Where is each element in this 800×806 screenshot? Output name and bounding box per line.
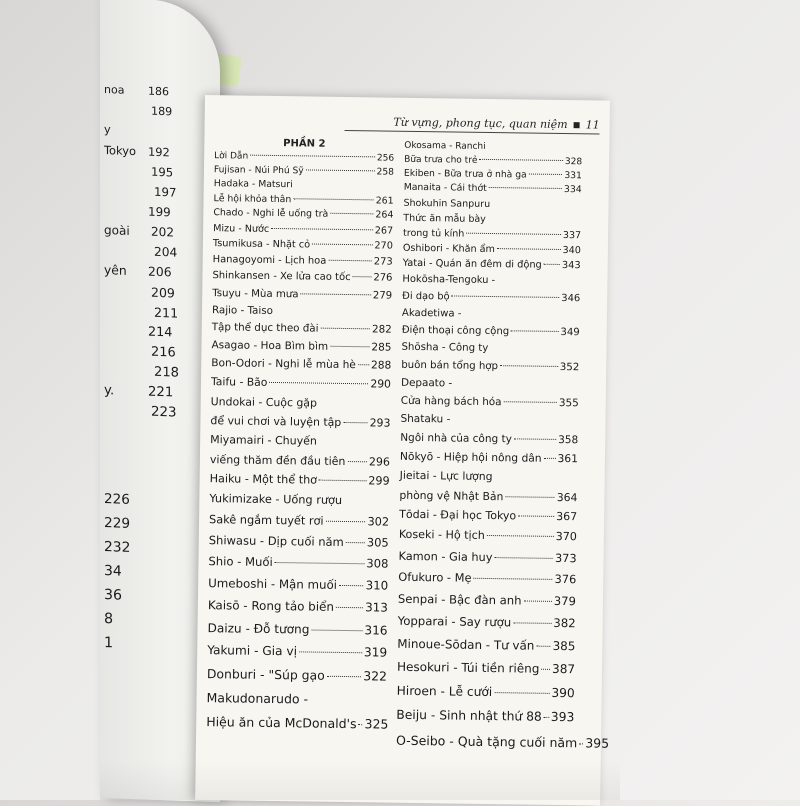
left-page-number: 232 (104, 539, 131, 556)
toc-entry (206, 686, 387, 737)
toc-page-number: 373 (554, 551, 577, 565)
toc-entry-line (400, 410, 578, 431)
left-page-number: 34 (104, 563, 122, 580)
toc-entry-line (400, 428, 578, 449)
toc-entry (208, 573, 388, 597)
leader-dots (346, 542, 365, 543)
toc-entry-line (208, 551, 388, 575)
toc-entry (209, 489, 390, 533)
leader-dots (466, 232, 561, 234)
left-page-number: 36 (104, 587, 122, 604)
toc-page-number: 276 (373, 272, 393, 284)
toc-entry (399, 525, 577, 548)
leader-dots (312, 244, 372, 246)
toc-page-number: 334 (563, 184, 582, 196)
toc-page-number: 308 (366, 556, 389, 571)
toc-entry-title: Senpai - Bậc đàn anh (397, 591, 522, 608)
toc-entry (398, 545, 576, 568)
leader-dots (330, 345, 369, 347)
toc-page-number: 370 (555, 529, 577, 544)
leader-dots (518, 515, 554, 517)
toc-entry-title: Shataku - (400, 412, 451, 426)
toc-entry-title: O-Seibo - Quà tặng cuối năm (395, 732, 578, 750)
left-page-number: 214 (148, 324, 173, 341)
left-page-number: 195 (151, 164, 174, 180)
toc-entry (397, 632, 575, 657)
toc-entry-title: Ngôi nhà của công ty (400, 431, 512, 445)
toc-page-number: 282 (372, 323, 392, 336)
left-page-number: 199 (148, 204, 171, 220)
toc-entry-title: Cửa hàng bách hóa (400, 394, 502, 409)
leader-dots (347, 461, 366, 462)
leader-dots (505, 496, 554, 498)
toc-entry-title: Lời Dẫn (214, 151, 249, 162)
toc-page-number: 358 (558, 433, 579, 446)
toc-page-number: 328 (564, 156, 583, 167)
toc-entry-line (397, 632, 575, 657)
toc-page-number: 379 (553, 593, 577, 609)
leader-dots (536, 645, 550, 646)
toc-entry-line (210, 411, 390, 433)
toc-entry-title: để vui chơi và luyện tập (210, 413, 342, 429)
toc-entry-title: Ofukuro - Mẹ (398, 569, 472, 585)
left-page-number: 226 (104, 491, 130, 508)
toc-entry (397, 679, 575, 705)
left-page-number: 221 (148, 384, 174, 401)
leader-dots (301, 293, 371, 295)
left-page-text: y (104, 123, 111, 137)
left-page-number: 229 (104, 515, 131, 532)
toc-page-number: 343 (561, 260, 581, 272)
toc-page-number: 395 (585, 734, 610, 751)
left-page-text: noa (104, 83, 125, 97)
left-page-number: 216 (151, 344, 176, 361)
leader-dots (494, 692, 549, 694)
leader-dots (328, 260, 372, 262)
toc-entry-title: buôn bán tổng hợp (401, 359, 499, 372)
toc-entry-title: Yopparai - Say rượu (397, 613, 512, 630)
toc-page-number: 279 (372, 290, 393, 302)
toc-entry-line (207, 639, 387, 665)
toc-entry-title: Shinkansen - Xe lửa cao tốc (212, 270, 351, 284)
toc-page-number: 352 (559, 361, 580, 373)
toc-page-number: 361 (557, 451, 579, 466)
toc-page-number: 293 (369, 416, 391, 430)
toc-entry-title: Donburi - "Súp gạo (206, 666, 325, 684)
left-page-number: 206 (148, 264, 172, 280)
toc-entry-line (397, 655, 575, 681)
leader-dots (343, 422, 367, 423)
toc-entry-title: Oshibori - Khăn ẩm (402, 242, 495, 255)
toc-entry (208, 551, 388, 575)
toc-entry-title: phòng vệ Nhật Bản (399, 488, 504, 503)
toc-entry (210, 392, 391, 433)
toc-entry (400, 410, 578, 449)
toc-page-number: 340 (562, 244, 581, 256)
toc-entry-line (209, 510, 389, 533)
toc-entry-title: Yakumi - Gia vị (207, 643, 298, 659)
toc-entry-title: Lễ hội khỏa thân (213, 192, 292, 206)
toc-entry (398, 566, 576, 590)
left-page-text: goài (104, 223, 130, 238)
toc-page-number: 273 (373, 256, 393, 268)
leader-dots (359, 724, 363, 725)
shadow (100, 760, 620, 800)
leader-dots (523, 600, 551, 601)
section-title: PHẦN 2 (283, 138, 326, 150)
leader-dots (529, 174, 563, 175)
left-page-number: 1 (104, 635, 114, 652)
toc-page-number: 299 (368, 474, 390, 488)
toc-entry-line (397, 679, 575, 705)
toc-entry-line (207, 662, 387, 688)
left-page-number: 209 (151, 284, 175, 301)
toc-entry-title: Hiệu ăn của McDonald's (206, 714, 357, 732)
toc-entry (207, 639, 387, 665)
left-page-number: 204 (154, 244, 178, 260)
toc-entry-title: Đi dạo bộ (402, 290, 450, 302)
toc-entry-line (209, 530, 389, 553)
leader-dots (544, 717, 549, 718)
leader-dots (544, 264, 560, 265)
toc-entry-title: Yatai - Quán ăn đêm di động (402, 257, 542, 271)
toc-entry-title: Undokai - Cuộc gặp (210, 394, 318, 410)
left-page-number: 189 (151, 104, 173, 119)
toc-page-number: 337 (562, 229, 582, 241)
toc-entry-title: Shio - Muối (208, 554, 273, 570)
toc-entry-line (211, 392, 391, 414)
square-bullet-icon (574, 122, 580, 128)
toc-entry-title: Sakê ngắm tuyết rơi (208, 512, 324, 528)
leader-dots (358, 365, 369, 366)
leader-dots (474, 577, 553, 579)
leader-dots (321, 328, 371, 330)
toc-column-left (206, 137, 394, 736)
toc-entry-title: Okosama - Ranchi (404, 140, 486, 152)
toc-entry-title: Chado - Nghi lễ uống trà (213, 207, 329, 220)
toc-page-number: 346 (561, 292, 581, 304)
toc-page-number: 256 (376, 153, 395, 164)
toc-page-number: 285 (371, 340, 392, 354)
toc-entry-title: Điện thoại công cộng (401, 324, 510, 338)
toc-entry-line (209, 469, 389, 492)
toc-entry-title: Taifu - Bão (210, 374, 268, 389)
toc-entry-line (210, 450, 390, 472)
left-page-number: 218 (154, 364, 179, 381)
leader-dots (330, 213, 373, 215)
toc-entry-title: Shiwasu - Dịp cuối năm (208, 533, 344, 550)
toc-entry-title: Minoue-Sōdan - Tư vấn (397, 636, 535, 653)
toc-entry-line (398, 610, 576, 635)
toc-entry (398, 588, 576, 612)
toc-entry-line (208, 573, 388, 597)
toc-entry-title: Hesokuri - Túi tiền riêng (396, 659, 540, 676)
toc-page-number: 258 (376, 166, 395, 178)
toc-entry-title: Miyamairi - Chuyến (210, 433, 318, 448)
toc-page-number: 376 (554, 571, 577, 586)
leader-dots (514, 438, 556, 440)
toc-page-number: 302 (367, 515, 390, 529)
toc-entry-title: Bữa trưa cho trẻ (404, 154, 478, 166)
toc-page-number: 393 (550, 709, 575, 725)
toc-entry (399, 505, 577, 527)
toc-page-number: 290 (370, 377, 392, 391)
toc-entry (396, 703, 574, 730)
leader-dots (489, 187, 562, 189)
leader-dots (327, 676, 362, 677)
leader-dots (487, 535, 554, 537)
toc-entry-title: Haiku - Một thể thơ (209, 472, 318, 487)
toc-entry-title: Kamon - Gia huy (398, 549, 493, 564)
toc-entry-line (208, 594, 388, 619)
toc-page-number: 325 (364, 716, 389, 732)
toc-entry (398, 610, 576, 635)
toc-entry-title: Daizu - Đỗ tương (207, 620, 310, 637)
toc-entry (402, 272, 580, 307)
left-page-number: 211 (154, 304, 179, 321)
toc-entry-title: Ekiben - Bữa trưa ở nhà ga (403, 167, 527, 181)
leader-dots (275, 562, 365, 564)
leader-dots (353, 276, 372, 277)
leader-dots (319, 480, 366, 482)
toc-entry (399, 466, 578, 507)
toc-page-number: 316 (364, 622, 388, 638)
toc-entry-title: Yukimizake - Uống rượu (209, 492, 343, 508)
toc-page-number: 382 (553, 615, 576, 631)
toc-column-right (395, 140, 610, 755)
toc-entry (213, 178, 393, 209)
toc-entry-line (207, 617, 387, 642)
toc-entry-line (400, 447, 578, 468)
toc-page-number: 390 (551, 685, 575, 701)
toc-page-number: 385 (552, 638, 576, 653)
leader-dots (250, 155, 375, 158)
toc-page-number: 387 (552, 661, 576, 676)
toc-entry-line (209, 489, 389, 512)
left-page-text: Tokyo (104, 143, 137, 159)
toc-page-number: 367 (556, 509, 578, 524)
toc-entry-title: Depaato - (400, 376, 453, 390)
toc-entry (209, 530, 389, 553)
toc-entry-title: Shōsha - Công ty (401, 341, 489, 354)
left-page-number: 202 (151, 224, 174, 240)
toc-entry-line (398, 566, 576, 590)
toc-entry-line (206, 686, 386, 713)
toc-entry (207, 617, 387, 642)
toc-entry-title: Asagao - Hoa Bìm bìm (211, 338, 329, 353)
toc-entry-line (399, 505, 577, 527)
leader-dots (299, 652, 362, 654)
leader-dots (269, 382, 368, 384)
toc-entry-line (398, 588, 576, 612)
toc-entry-title: Tsuyu - Mùa mưa (212, 287, 299, 301)
leader-dots (326, 520, 366, 522)
running-header (345, 115, 600, 135)
toc-entry-title: Tập thể dục theo đài (211, 321, 319, 335)
header-page-number: 11 (585, 118, 600, 132)
leader-dots (504, 401, 557, 403)
toc-page-number: 364 (556, 490, 578, 504)
toc-entry-title: Bon-Odori - Nghi lễ mùa hè (211, 357, 356, 372)
toc-page-number: 322 (363, 668, 388, 685)
toc-entry (211, 373, 391, 394)
toc-entry-title: Rajio - Taiso (211, 303, 274, 317)
toc-entry-line (398, 545, 576, 568)
toc-entry (207, 662, 387, 688)
toc-page-number: 349 (560, 326, 580, 339)
leader-dots (293, 198, 374, 200)
toc-entry-line (399, 525, 577, 548)
toc-page-number: 319 (363, 645, 388, 660)
toc-entry (397, 655, 575, 681)
toc-entry-title: Kaisō - Rong tảo biển (207, 598, 335, 615)
toc-entry-title: Beiju - Sinh nhật thứ 88 (396, 707, 542, 724)
toc-entry-title: Akadetiwa - (401, 307, 462, 320)
toc-entry (401, 339, 579, 376)
toc-entry (212, 302, 392, 339)
leader-dots (541, 668, 550, 669)
left-page-number: 197 (154, 184, 177, 200)
toc-entry-title: Shokuhin Sanpuru (403, 197, 491, 210)
toc-entry-title: Hokōsha-Tengoku - (402, 273, 496, 287)
leader-dots (311, 629, 362, 631)
toc-entry-title: Jieitai - Lực lượng (399, 468, 493, 484)
toc-entry-title: Hadaka - Matsuri (213, 178, 293, 191)
leader-dots (306, 169, 375, 171)
toc-page-number: 331 (564, 170, 582, 182)
toc-entry-title: Thức ăn mẫu bày (403, 212, 486, 225)
toc-entry (404, 140, 582, 169)
toc-entry-line (395, 727, 610, 754)
leader-dots (271, 228, 373, 230)
toc-entry-title: Mizu - Nước (213, 223, 270, 235)
toc-entry (210, 430, 391, 472)
toc-entry (402, 305, 580, 341)
leader-dots (513, 622, 551, 624)
toc-page-number: 305 (366, 535, 389, 550)
toc-entry-title: Makudonarudo - (206, 690, 309, 707)
leader-dots (544, 458, 556, 459)
toc-entry-title: Nōkyō - Hiệp hội nông dân (399, 449, 542, 465)
toc-entry (400, 447, 578, 468)
toc-entry-title: Umeboshi - Mận muối (208, 575, 338, 592)
leader-dots (497, 248, 561, 250)
toc-entry-line (211, 373, 391, 394)
left-page-number: 223 (151, 404, 177, 421)
leader-dots (579, 743, 583, 744)
left-page-number: 186 (148, 84, 169, 99)
toc-entry-title: trong tủ kính (403, 227, 465, 240)
toc-entry-title: viếng thăm đền đầu tiên (209, 452, 346, 468)
toc-entry-title: Hiroen - Lễ cưới (396, 683, 493, 700)
toc-page-number: 355 (558, 396, 579, 410)
toc-entry (208, 594, 388, 619)
toc-page-number: 313 (365, 600, 388, 615)
toc-entry (403, 195, 582, 242)
leader-dots (511, 330, 558, 332)
toc-page-number: 270 (374, 240, 393, 252)
left-page-text: yên (104, 263, 127, 278)
leader-dots (336, 607, 363, 608)
leader-dots (479, 158, 562, 160)
toc-entry-title: Koseki - Hộ tịch (398, 527, 485, 542)
left-page-number: 192 (148, 144, 170, 160)
toc-entry (209, 469, 389, 492)
toc-entry-line (396, 703, 574, 730)
toc-page-number: 288 (370, 359, 392, 373)
toc-page-number: 267 (374, 225, 394, 237)
toc-entry-title: Fujisan - Núi Phú Sỹ (213, 164, 304, 176)
toc-entry-title: Hanagoyomi - Lịch hoa (212, 254, 327, 267)
toc-entry-line (400, 466, 578, 488)
toc-page-number: 261 (375, 195, 394, 207)
leader-dots (452, 295, 560, 298)
toc-entry-title: Tsumikusa - Nhặt cỏ (212, 238, 311, 251)
left-page-text: y. (104, 383, 115, 399)
toc-entry-title: Manaita - Cái thớt (403, 181, 487, 194)
leader-dots (494, 557, 553, 559)
toc-entry-line (210, 430, 390, 452)
toc-entry (395, 727, 610, 754)
toc-entry (401, 374, 579, 412)
toc-entry-line (399, 485, 577, 507)
toc-page-number: 296 (368, 454, 390, 469)
leader-dots (500, 365, 558, 367)
toc-entry-line (206, 710, 389, 737)
leader-dots (339, 584, 364, 585)
left-page-number: 8 (104, 611, 114, 628)
header-title: Từ vựng, phong tục, quan niệm (393, 115, 568, 132)
toc-page-number: 310 (365, 577, 389, 593)
right-page (195, 95, 610, 806)
toc-page-number: 264 (375, 209, 394, 221)
toc-entry-title: Tōdai - Đại học Tokyo (399, 507, 517, 523)
